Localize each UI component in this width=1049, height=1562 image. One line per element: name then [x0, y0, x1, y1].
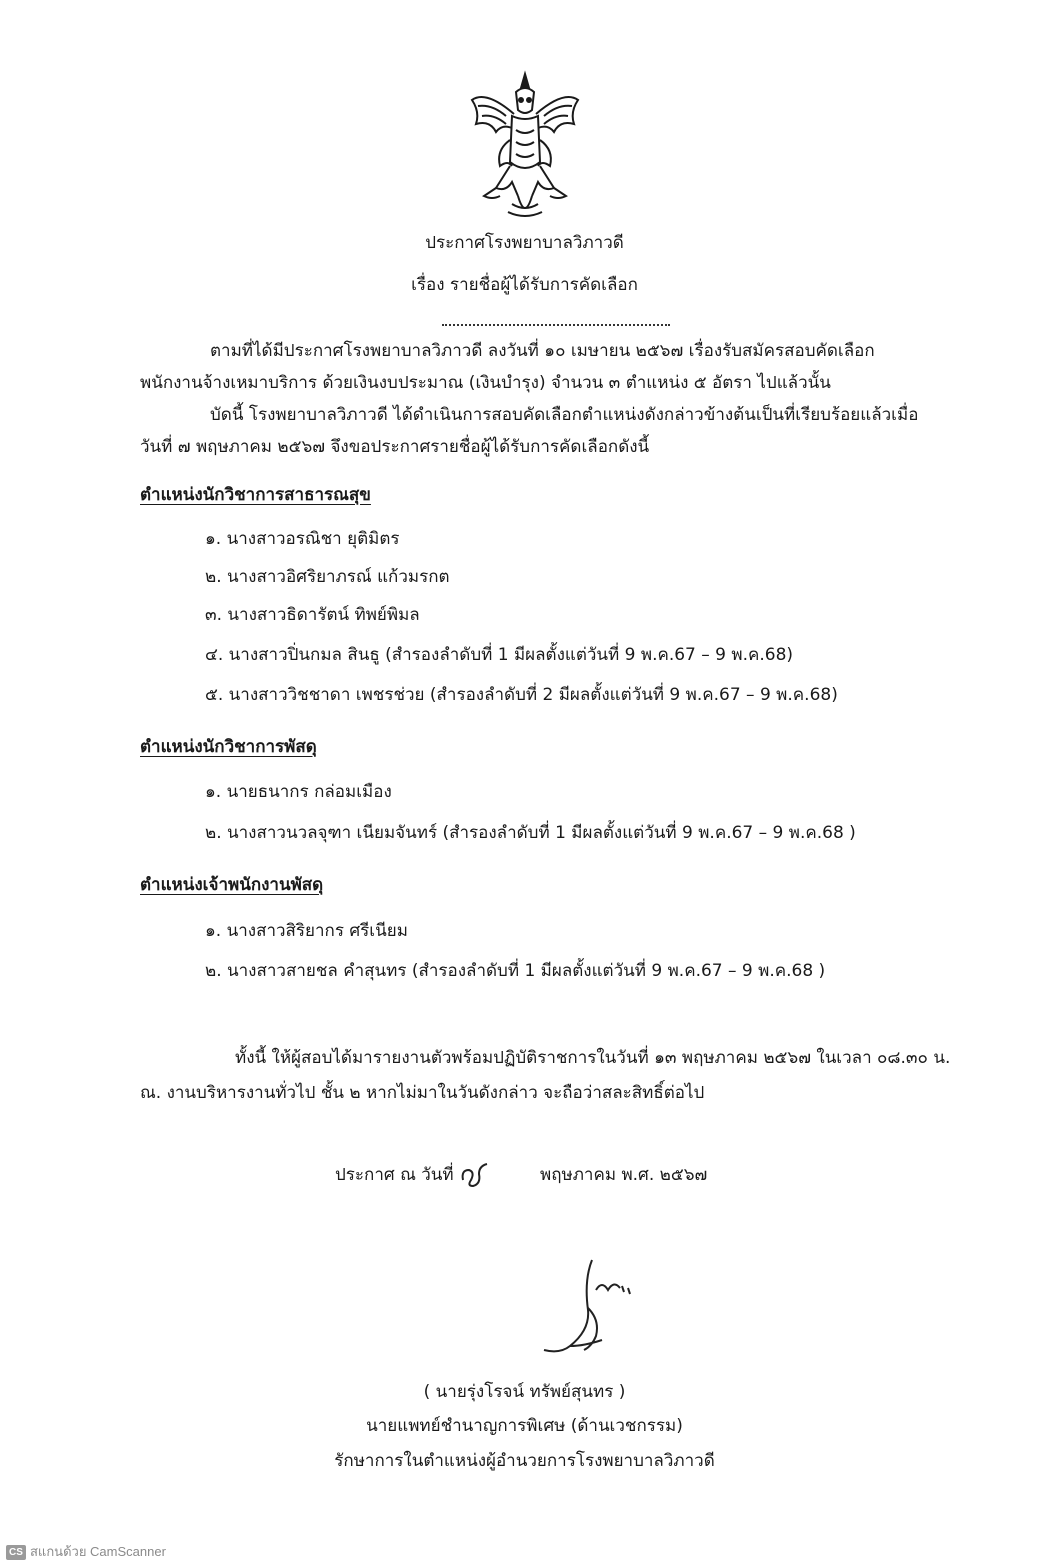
- announcement-subject: เรื่อง รายชื่อผู้ได้รับการคัดเลือก: [411, 275, 638, 295]
- section-heading-public-health: ตำแหน่งนักวิชาการสาธารณสุข: [140, 485, 371, 505]
- scanner-watermark-text: สแกนด้วย CamScanner: [30, 1544, 166, 1559]
- list-item: ๑. นางสาวอรณิชา ยุติมิตร: [205, 529, 400, 549]
- list-item: ๑. นางสาวสิริยากร ศรีเนียม: [205, 921, 408, 941]
- handwritten-signature: [530, 1250, 640, 1360]
- dotted-divider: [442, 318, 670, 326]
- signatory-name: ( นายรุ่งโรจน์ ทรัพย์สุนทร ): [423, 1382, 626, 1402]
- intro-paragraph-1-line-2: พนักงานจ้างเหมาบริการ ด้วยเงินงบประมาณ (เงินบำรุง) จำนวน ๓ ตำแหน่ง ๕ อัตรา ไปแล้วนั้น: [140, 373, 831, 393]
- garuda-emblem-icon: [466, 70, 584, 222]
- section-heading-supply-officer: ตำแหน่งนักวิชาการพัสดุ: [140, 737, 317, 757]
- section-heading-supply-staff: ตำแหน่งเจ้าพนักงานพัสดุ: [140, 875, 324, 895]
- announce-date-suffix: พฤษภาคม พ.ศ. ๒๕๖๗: [540, 1165, 708, 1185]
- camscanner-logo-icon: CS: [6, 1545, 26, 1560]
- list-item: ๒. นางสาวอิศริยาภรณ์ แก้วมรกต: [205, 567, 450, 587]
- list-item: ๓. นางสาวธิดารัตน์ ทิพย์พิมล: [205, 605, 420, 625]
- intro-paragraph-2-line-1: บัดนี้ โรงพยาบาลวิภาวดี ได้ดำเนินการสอบคัดเลือกตำแหน่งดังกล่าวข้างต้นเป็นที่เรียบร้อยแล้วเมื่อ: [210, 405, 919, 425]
- list-item: ๑. นายธนากร กล่อมเมือง: [205, 782, 392, 802]
- announce-date-prefix: ประกาศ ณ วันที่: [335, 1165, 454, 1185]
- list-item: ๕. นางสาววิชชาดา เพชรช่วย (สำรองลำดับที่ 2 มีผลตั้งแต่วันที่ 9 พ.ค.67 – 9 พ.ค.68): [205, 685, 838, 705]
- scanner-watermark: [6, 1541, 166, 1562]
- announcement-title: ประกาศโรงพยาบาลวิภาวดี: [425, 233, 624, 253]
- list-item: ๒. นางสาวสายชล คำสุนทร (สำรองลำดับที่ 1 มีผลตั้งแต่วันที่ 9 พ.ค.67 – 9 พ.ค.68 ): [205, 961, 826, 981]
- list-item: ๔. นางสาวปิ่นกมล สินธู (สำรองลำดับที่ 1 มีผลตั้งแต่วันที่ 9 พ.ค.67 – 9 พ.ค.68): [205, 645, 794, 665]
- closing-line-1: ทั้งนี้ ให้ผู้สอบได้มารายงานตัวพร้อมปฏิบัติราชการในวันที่ ๑๓ พฤษภาคม ๒๕๖๗ ในเวลา ๐๘.๓๐ น.: [235, 1048, 951, 1068]
- handwritten-day: [457, 1160, 493, 1192]
- intro-paragraph-1-line-1: ตามที่ได้มีประกาศโรงพยาบาลวิภาวดี ลงวันที่ ๑๐ เมษายน ๒๕๖๗ เรื่องรับสมัครสอบคัดเลือก: [210, 341, 875, 361]
- intro-paragraph-2-line-2: วันที่ ๗ พฤษภาคม ๒๕๖๗ จึงขอประกาศรายชื่อผู้ได้รับการคัดเลือกดังนี้: [140, 437, 650, 457]
- signatory-acting-role: รักษาการในตำแหน่งผู้อำนวยการโรงพยาบาลวิภาวดี: [334, 1451, 715, 1471]
- list-item: ๒. นางสาวนวลจุฑา เนียมจันทร์ (สำรองลำดับที่ 1 มีผลตั้งแต่วันที่ 9 พ.ค.67 – 9 พ.ค.68 ): [205, 823, 856, 843]
- signatory-position: นายแพทย์ชำนาญการพิเศษ (ด้านเวชกรรม): [366, 1416, 683, 1436]
- closing-line-2: ณ. งานบริหารงานทั่วไป ชั้น ๒ หากไม่มาในวันดังกล่าว จะถือว่าสละสิทธิ์ต่อไป: [140, 1083, 705, 1103]
